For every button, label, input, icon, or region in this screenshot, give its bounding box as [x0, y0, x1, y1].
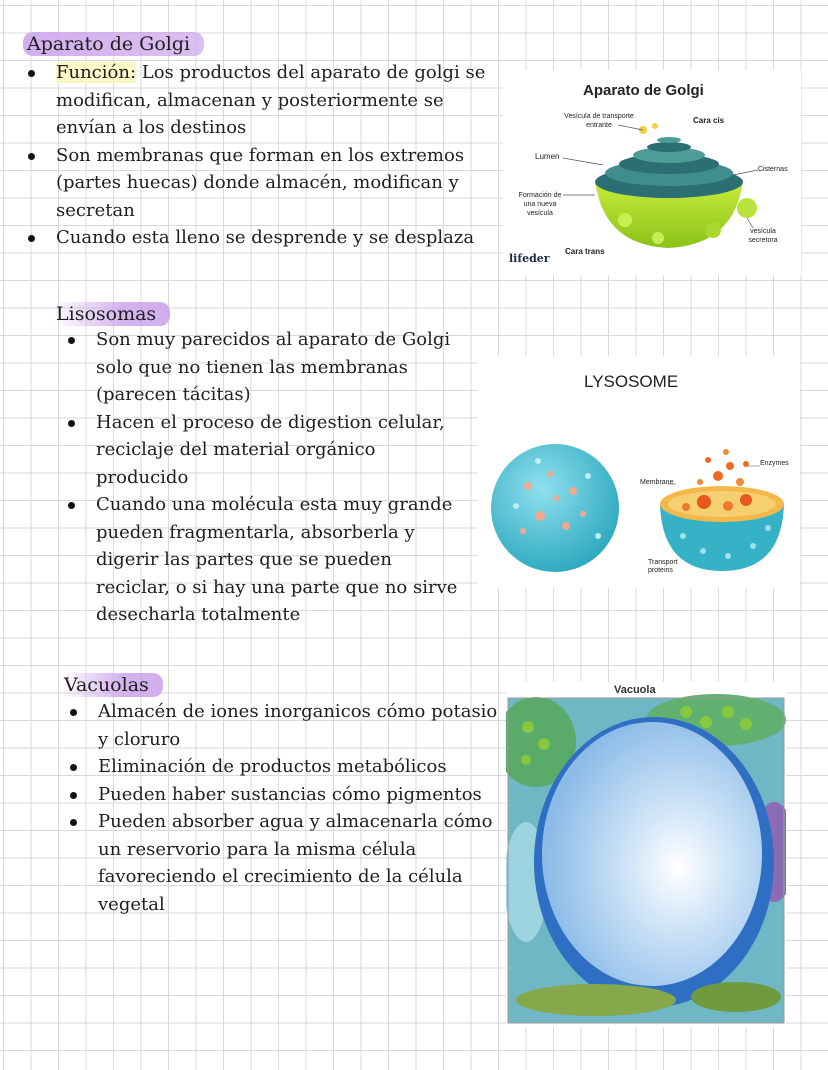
label-vesicula-secretora: vesícula secretora: [748, 228, 778, 244]
golgi-bullet-list: [56, 59, 486, 252]
label-membrane: Membrane: [640, 479, 674, 486]
section-heading-golgi: Aparato de Golgi: [23, 32, 204, 56]
label-lumen: Lumen: [535, 152, 560, 161]
list-item: Pueden haber sustancias cómo pigmentos: [98, 781, 498, 809]
list-item: Cuando una molécula esta muy grande pueden fragmentarla, absorberla y digerir las partes que se pueden reciclar, o si hay una parte que no sirve desecharla totalmente: [96, 491, 466, 629]
section-heading-vacuolas: Vacuolas: [60, 673, 163, 697]
list-item: Son muy parecidos al aparato de Golgi solo que no tienen las membranas (parecen tácitas): [96, 326, 466, 409]
vacuole-illustration: [506, 682, 786, 1027]
label-transport-proteins: Transport proteins: [648, 559, 678, 574]
section-heading-lisosomas: Lisosomas: [52, 302, 170, 326]
label-cara-trans: Cara trans: [565, 247, 605, 256]
label-enzymes: Enzymes: [760, 460, 789, 467]
vacuolas-bullet-list: [98, 698, 498, 918]
lysosome-illustration: [478, 356, 800, 588]
list-item: [56, 59, 486, 142]
figure-title: LYSOSOME: [584, 372, 679, 391]
bullet-text: Los productos del aparato de golgi se modifican, almacenan y posteriormente se envían a los destinos: [56, 62, 486, 138]
bullet-text: Cuando esta lleno se desprende y se desplaza: [56, 227, 475, 248]
list-item: Hacen el proceso de digestion celular, reciclaje del material orgánico producido: [96, 409, 466, 492]
label-formacion: Formación de una nueva vesícula: [518, 192, 562, 217]
vacuole-figure: [506, 682, 786, 1027]
figure-title: Vacuola: [614, 684, 656, 696]
golgi-figure: [503, 70, 801, 275]
list-item: Almacén de iones inorganicos cómo potasio y cloruro: [98, 698, 498, 753]
list-item: [56, 224, 486, 252]
list-item: [56, 142, 486, 225]
label-vesicula-entrante: Vesícula de transporte entrante: [564, 113, 634, 129]
list-item: Eliminación de productos metabólicos: [98, 753, 498, 781]
lisosomas-bullet-list: [96, 326, 466, 629]
bullet-label: Función:: [56, 62, 137, 83]
label-cisternas: Cisternas: [758, 166, 788, 173]
label-cara-cis: Cara cis: [693, 116, 725, 125]
lifeder-logo: lifeder: [509, 252, 550, 265]
lysosome-figure: [478, 356, 800, 588]
list-item: Pueden absorber agua y almacenarla cómo un reservorio para la misma célula favoreciendo el crecimiento de la célula vegetal: [98, 808, 498, 918]
bullet-text: Son membranas que forman en los extremos (partes huecas) donde almacén, modifican y secretan: [56, 144, 465, 221]
figure-title: Aparato de Golgi: [583, 82, 704, 99]
